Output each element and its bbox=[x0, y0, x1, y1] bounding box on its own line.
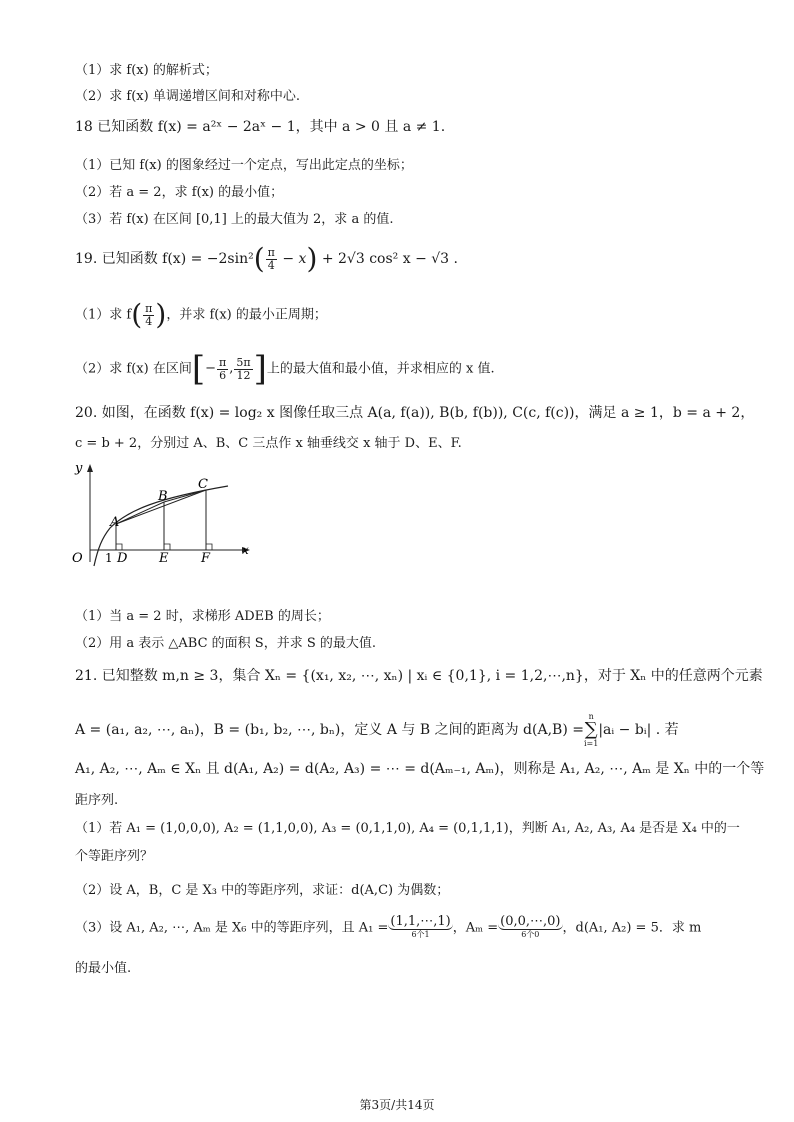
q18-part1: （1）已知 f(x) 的图象经过一个定点，写出此定点的坐标； bbox=[75, 158, 413, 173]
page-footer: 第3页/共14页 bbox=[359, 1098, 435, 1112]
q21-part2: （2）设 A，B，C 是 X₃ 中的等距序列，求证：d(A,C) 为偶数； bbox=[75, 883, 450, 898]
fig-A: A bbox=[110, 515, 120, 530]
q19-part1-b: ，并求 f(x) 的最小正周期； bbox=[166, 307, 327, 323]
q21-part3-a: （3）设 A₁, A₂, ⋯, Aₘ 是 X₆ 中的等距序列，且 A₁ = bbox=[75, 920, 389, 936]
q20-figure bbox=[68, 458, 268, 568]
q19-frac-pi4: $\frac{\pi}{4}$ bbox=[267, 245, 275, 272]
q19-part2-a: （2）求 f(x) 在区间 bbox=[75, 361, 192, 377]
q19-part1: （1）求 f( $\frac{\pi}{4}$ )，并求 f(x) 的最小正周期； bbox=[75, 298, 327, 331]
q19-part2: （2）求 f(x) 在区间[− $\frac{\pi}{6}$ , $\frac{5\pi}{12}$ ]上的最大值和最小值，并求相应的 x 值. bbox=[75, 349, 495, 389]
q20-stem-line2: c = b + 2，分别过 A、B、C 三点作 x 轴垂线交 x 轴于 D、E、F. bbox=[75, 436, 462, 451]
q21-line2-a: A = (a₁, a₂, ⋯, aₙ)，B = (b₁, b₂, ⋯, bₙ)，定义 A 与 B 之间的距离为 d(A,B) = bbox=[75, 722, 584, 738]
q21-line3: A₁, A₂, ⋯, Aₘ ∈ Xₙ 且 d(A₁, A₂) = d(A₂, A₃) = ⋯ = d(Aₘ₋₁, Aₘ)，则称是 A₁, A₂, ⋯, Aₘ 是 Xₙ 中的一个等 bbox=[75, 761, 765, 777]
q21-part3-mid: ，Aₘ = bbox=[452, 920, 499, 936]
q21-ones-brace: (1,1,⋯,1) 6个1 bbox=[390, 914, 451, 939]
q18-stem: 18 已知函数 f(x) = a²ˣ − 2aˣ − 1，其中 a > 0 且 a ≠ 1. bbox=[75, 119, 446, 135]
q18-part3: （3）若 f(x) 在区间 [0,1] 上的最大值为 2，求 a 的值. bbox=[75, 212, 394, 227]
fig-B: B bbox=[158, 489, 168, 504]
fig-o: O bbox=[72, 551, 83, 566]
fig-x: x bbox=[242, 543, 249, 557]
q19-part2-b: 上的最大值和最小值，并求相应的 x 值. bbox=[266, 361, 495, 377]
q20-part2: （2）用 a 表示 △ABC 的面积 S，并求 S 的最大值. bbox=[75, 636, 377, 651]
q21-sum: n ∑ i=1 bbox=[583, 712, 599, 748]
fig-E: E bbox=[159, 551, 169, 566]
q19-stem: 19. 已知函数 f(x) = −2sin²( $\frac{\pi}{4}$ − x) + 2√3 cos² x − √3 . bbox=[75, 242, 458, 275]
fig-D: D bbox=[117, 551, 128, 566]
q21-line2-b: |aᵢ − bᵢ| . 若 bbox=[598, 722, 679, 738]
q21-part3-b: ，d(A₁, A₂) = 5．求 m bbox=[562, 920, 702, 936]
q17-part1: （1）求 f(x) 的解析式； bbox=[75, 63, 218, 78]
q21-line2 bbox=[75, 712, 754, 748]
q21-part3 bbox=[75, 916, 754, 940]
q21-line4: 距序列. bbox=[75, 793, 119, 808]
q21-part1-line2: 个等距序列？ bbox=[75, 849, 154, 864]
q21-part3-line2: 的最小值. bbox=[75, 961, 132, 976]
q21-zeros-brace: (0,0,⋯,0) 6个0 bbox=[500, 914, 561, 939]
q20-stem-line1: 20. 如图，在函数 f(x) = log₂ x 图像任取三点 A(a, f(a)), B(b, f(b)), C(c, f(c))，满足 a ≥ 1，b = a + 2， bbox=[75, 405, 755, 421]
q19-stem-a: 19. 已知函数 f(x) = −2sin² bbox=[75, 251, 254, 267]
q18-part2: （2）若 a = 2，求 f(x) 的最小值； bbox=[75, 185, 284, 200]
q21-part1-line1: （1）若 A₁ = (1,0,0,0), A₂ = (1,1,0,0), A₃ = (0,1,1,0), A₄ = (0,1,1,1)，判断 A₁, A₂, A₃, A₄ 是否是 X₄ 中的一 bbox=[75, 821, 740, 836]
q20-part1: （1）当 a = 2 时，求梯形 ADEB 的周长； bbox=[75, 609, 330, 624]
q19-part1-a: （1）求 f bbox=[75, 307, 132, 323]
fig-one: 1 bbox=[105, 551, 113, 565]
q21-line1: 21. 已知整数 m,n ≥ 3，集合 Xₙ = {(x₁, x₂, ⋯, xₙ) | xᵢ ∈ {0,1}, i = 1,2,⋯,n}，对于 Xₙ 中的任意两个元素 bbox=[75, 668, 763, 684]
q17-part2: （2）求 f(x) 单调递增区间和对称中心. bbox=[75, 89, 300, 104]
fig-F: F bbox=[201, 551, 211, 566]
fig-y: y bbox=[75, 461, 83, 476]
fig-C: C bbox=[198, 477, 208, 492]
q19-stem-b: + 2√3 cos² x − √3 . bbox=[321, 251, 458, 267]
